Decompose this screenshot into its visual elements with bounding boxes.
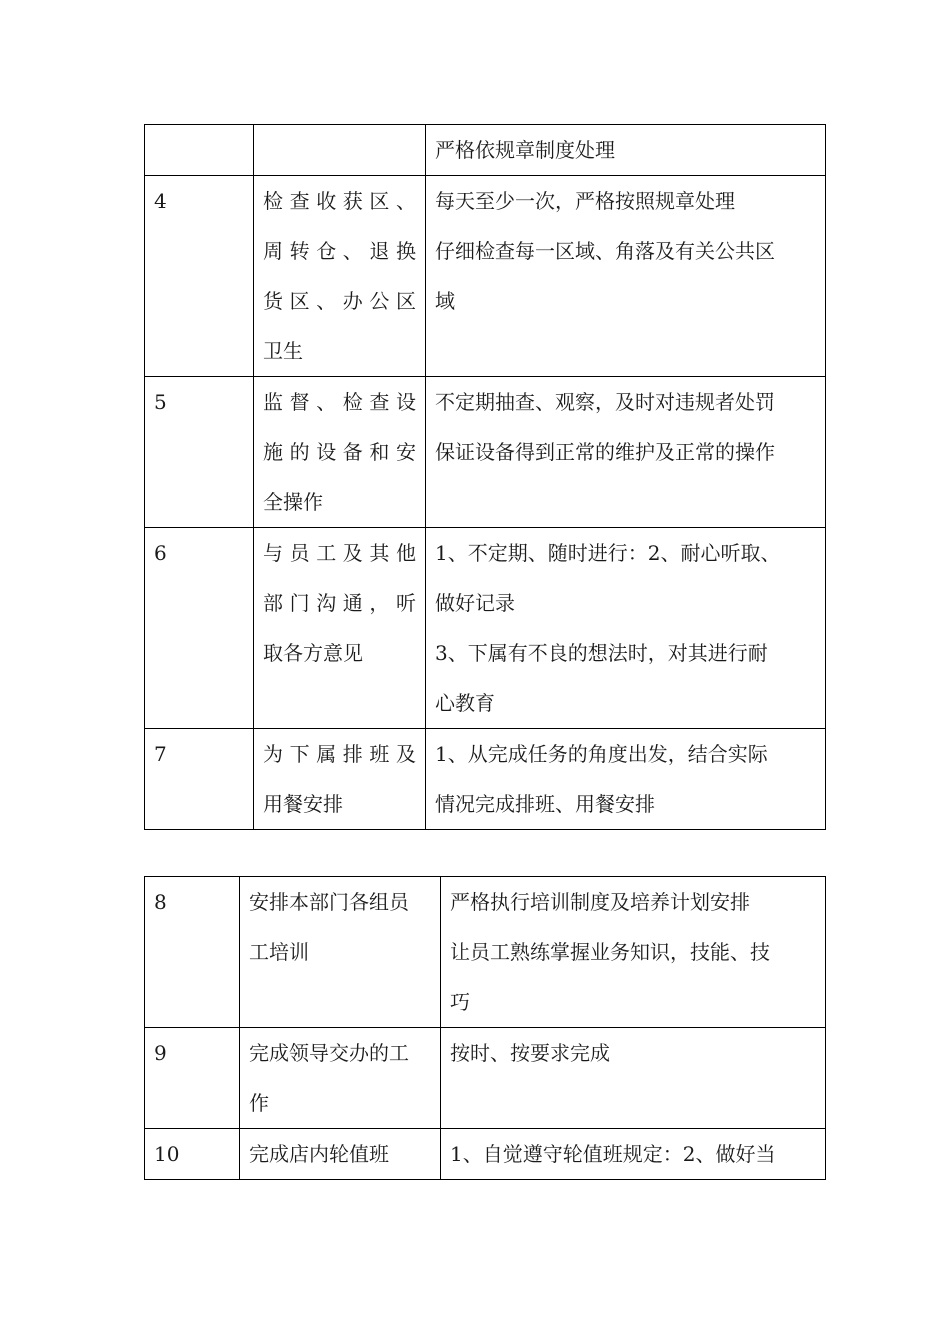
task-line: 全操作: [263, 490, 323, 514]
table-row: [145, 1129, 826, 1180]
table-row: [145, 125, 826, 176]
item-number: 4: [154, 189, 167, 213]
task-line: 工培训: [249, 940, 309, 964]
task-cell: [254, 729, 426, 830]
task-line: 完成领导交办的工: [249, 1041, 409, 1065]
duty-table-part-1: [144, 124, 826, 830]
method-line: 仔细检查每一区域、角落及有关公共区: [435, 239, 775, 263]
item-number-cell: [145, 125, 254, 176]
method-cell: [426, 176, 826, 377]
item-number-cell: [145, 877, 240, 1028]
method-line: 域: [435, 289, 455, 313]
task-line: 完成店内轮值班: [249, 1142, 389, 1166]
item-number-cell: [145, 729, 254, 830]
table-row: [145, 1028, 826, 1129]
method-line: 让员工熟练掌握业务知识，技能、技: [450, 940, 770, 964]
method-cell: [441, 877, 826, 1028]
duty-table-body: [145, 877, 826, 1180]
task-line: 施的设备和安: [263, 440, 416, 464]
method-cell: [441, 1028, 826, 1129]
item-number-cell: [145, 1028, 240, 1129]
task-line: 检查收获区、: [263, 189, 416, 213]
task-line: 监督、检查设: [263, 390, 416, 414]
task-line: 取各方意见: [263, 641, 363, 665]
task-cell: [240, 1129, 441, 1180]
task-line: 作: [249, 1091, 269, 1115]
task-line: 为下属排班及: [263, 742, 416, 766]
method-line: 按时、按要求完成: [450, 1041, 610, 1065]
task-cell: [254, 176, 426, 377]
task-line: 安排本部门各组员: [249, 890, 409, 914]
task-line: 与员工及其他: [263, 541, 416, 565]
method-line: 情况完成排班、用餐安排: [435, 792, 655, 816]
method-cell: [426, 528, 826, 729]
task-line: 用餐安排: [263, 792, 343, 816]
task-cell: [240, 1028, 441, 1129]
task-cell: [254, 528, 426, 729]
item-number: 8: [154, 890, 167, 914]
method-line: 不定期抽查、观察，及时对违规者处罚: [435, 390, 775, 414]
duty-table-part-2: [144, 876, 826, 1180]
duty-table-body: [145, 125, 826, 830]
table-row: [145, 877, 826, 1028]
task-line: 部门沟通，听: [263, 591, 416, 615]
item-number-cell: [145, 377, 254, 528]
item-number: 6: [154, 541, 167, 565]
method-cell: [426, 377, 826, 528]
item-number-cell: [145, 176, 254, 377]
method-line: 3、下属有不良的想法时，对其进行耐: [435, 641, 768, 665]
method-line: 严格依规章制度处理: [435, 138, 615, 162]
task-cell: [254, 377, 426, 528]
table-row: [145, 729, 826, 830]
method-cell: [441, 1129, 826, 1180]
method-cell: [426, 729, 826, 830]
method-line: 保证设备得到正常的维护及正常的操作: [435, 440, 775, 464]
method-line: 心教育: [435, 691, 495, 715]
table-row: [145, 377, 826, 528]
table-row: [145, 176, 826, 377]
item-number: 10: [154, 1142, 180, 1166]
item-number-cell: [145, 1129, 240, 1180]
method-line: 做好记录: [435, 591, 515, 615]
item-number: 7: [154, 742, 167, 766]
method-line: 1、从完成任务的角度出发，结合实际: [435, 742, 768, 766]
task-line: 货区、办公区: [263, 289, 416, 313]
method-line: 巧: [450, 990, 470, 1014]
method-cell: [426, 125, 826, 176]
item-number-cell: [145, 528, 254, 729]
method-line: 严格执行培训制度及培养计划安排: [450, 890, 750, 914]
task-line: 周转仓、退换: [263, 239, 416, 263]
table-row: [145, 528, 826, 729]
task-line: 卫生: [263, 339, 303, 363]
method-line: 1、不定期、随时进行：2、耐心听取、: [435, 541, 781, 565]
method-line: 1、自觉遵守轮值班规定：2、做好当: [450, 1142, 776, 1166]
method-line: 每天至少一次，严格按照规章处理: [435, 189, 735, 213]
item-number: 9: [154, 1041, 167, 1065]
task-cell: [240, 877, 441, 1028]
item-number: 5: [154, 390, 167, 414]
task-cell: [254, 125, 426, 176]
